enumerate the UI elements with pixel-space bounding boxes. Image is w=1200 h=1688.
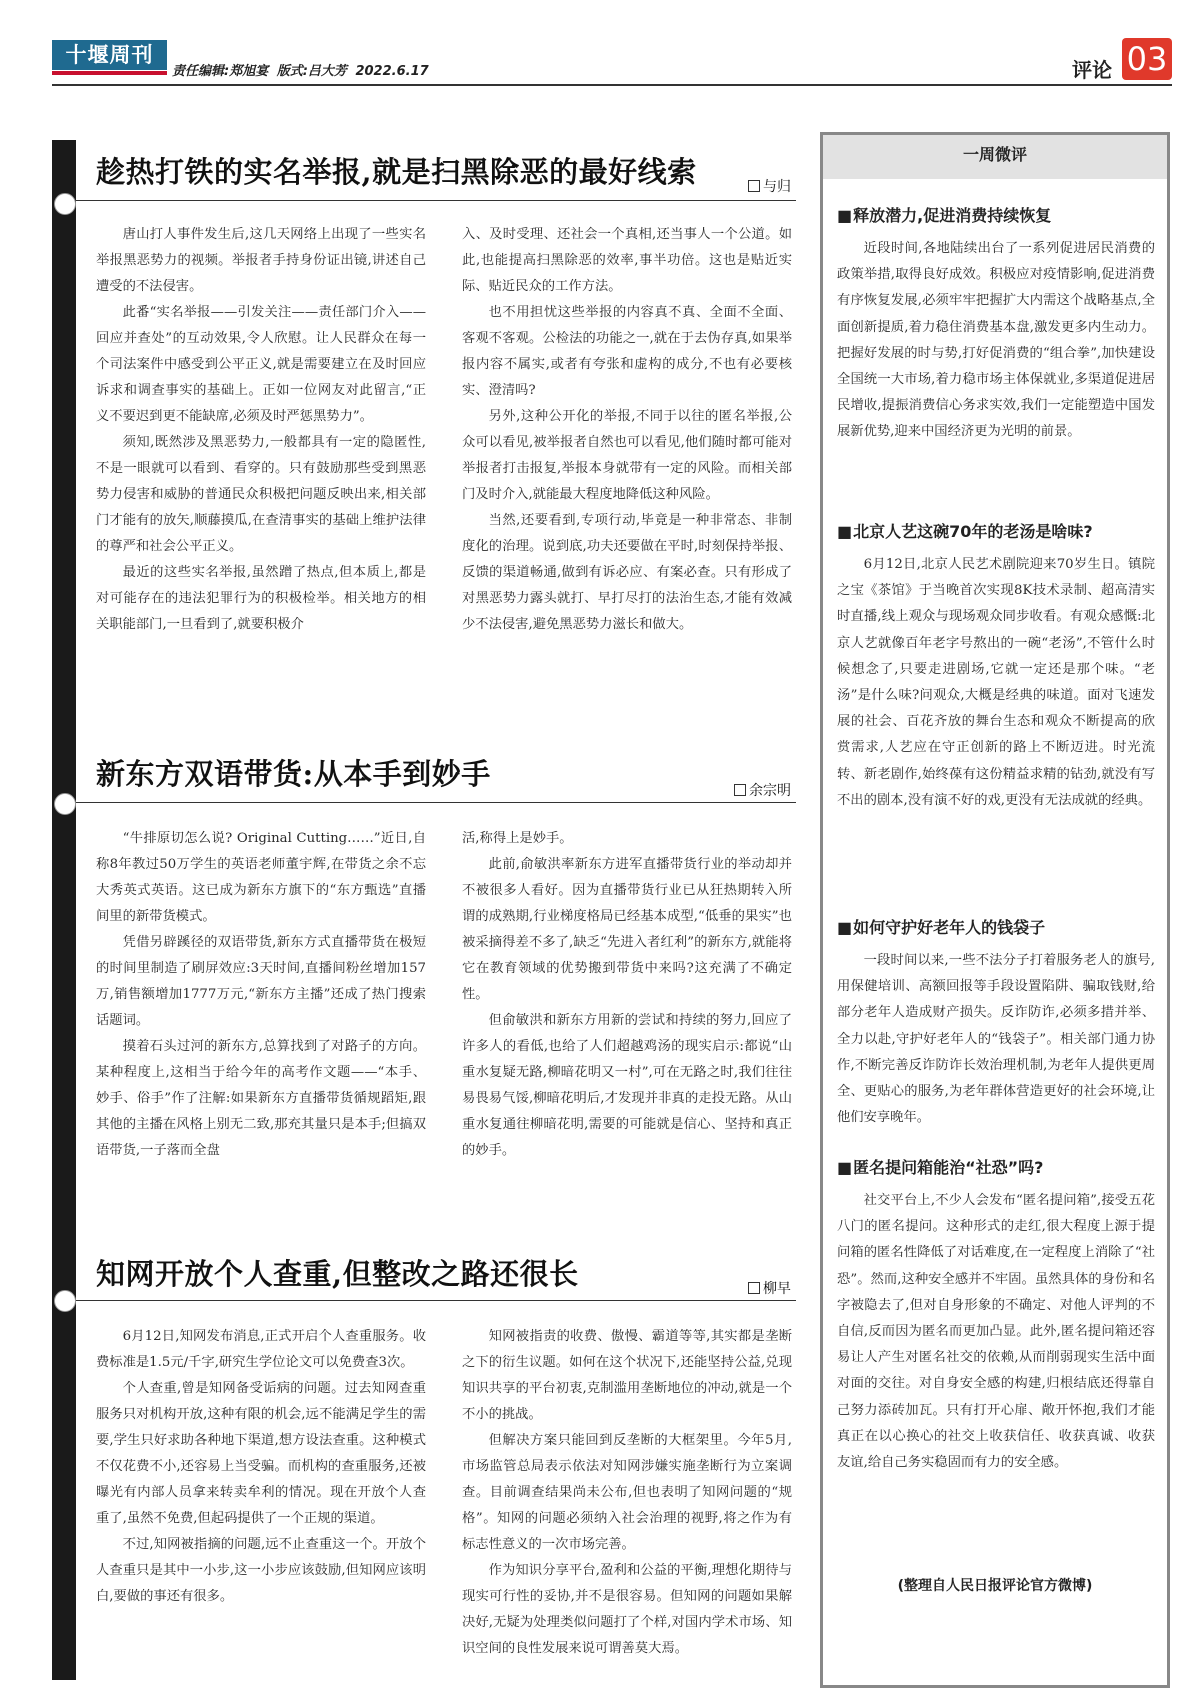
article-column: “牛排原切怎么说? Original Cutting……”近日,自称8年教过50万学生的英语老师董宇辉,在带货之余不忘大秀英式英语。这已成为新东方旗下的“东方甄选”直播间里的新带货模式。 凭借另辟蹊径的双语带货,新东方式直播带货在极短的时间里制造了刷屏效应:3天时间,直播间粉丝增加157万,销售额增加1777万元,“新东方主播”还成了热门搜索话题词。 摸着石头过河的新东方,总算找到了对路子的方向。某种程度上,这相当于给今年的高考作文题——“本手、妙手、俗手”作了注解:如果新东方直播带货循规蹈矩,跟其他的主播在风格上别无二致,那充其量只是本手;但搞双语带货,一子落而全盘 bbox=[96, 831, 426, 1158]
sidebar-section-title: ■ 释放潜力,促进消费持续恢复 bbox=[837, 203, 1155, 226]
bullet-dot bbox=[54, 1290, 76, 1312]
article-column: 知网被指责的收费、傲慢、霸道等等,其实都是垄断之下的衍生议题。如何在这个状况下,还能坚持公益,兑现知识共享的平台初衷,克制滥用垄断地位的冲动,就是一个不小的挑战。 但解决方案只能回到反垄断的大框架里。今年5月,市场监管总局表示依法对知网涉嫌实施垄断行为立案调查。目前调查结果尚未公布,但也表明了知网问题的“规格”。知网的问题必须纳入社会治理的视野,将之作为有标志性意义的一次市场完善。 作为知识分享平台,盈利和公益的平衡,理想化期待与现实可行性的妥协,并不是很容易。但知网的问题如果解决好,无疑为处理类似问题打了个样,对国内学术市场、知识空间的良性发展来说可谓善莫大焉。 bbox=[462, 1329, 792, 1656]
header-rule bbox=[52, 84, 1172, 86]
sidebar-section bbox=[837, 1155, 1155, 1476]
article-column: 入、及时受理、还社会一个真相,还当事人一个公道。如此,也能提高扫黑除恶的效率,事半功倍。这也是贴近实际、贴近民众的工作方法。 也不用担忧这些举报的内容真不真、全面不全面、客观不客观。公检法的功能之一,就在于去伪存真,如果举报内容不属实,或者有夸张和虚构的成分,不也有必要核实、澄清吗? 另外,这种公开化的举报,不同于以往的匿名举报,公众可以看见,被举报者自然也可以看见,他们随时都可能对举报者打击报复,举报本身就带有一定的风险。而相关部门及时介入,就能最大程度地降低这种风险。 当然,还要看到,专项行动,毕竟是一种非常态、非制度化的治理。说到底,功夫还要做在平时,时刻保持举报、反馈的渠道畅通,做到有诉必应、有案必查。只有形成了对黑恶势力露头就打、早打尽打的法治生态,才能有效减少不法侵害,避免黑恶势力滋长和做大。 bbox=[462, 227, 792, 632]
bullet-dot bbox=[54, 793, 76, 815]
sidebar-heading: 一周微评 bbox=[823, 135, 1167, 179]
sidebar-section bbox=[837, 915, 1155, 1131]
article-author: 与归 bbox=[748, 176, 791, 196]
editor-credit: 责任编辑:郑旭宴 bbox=[172, 64, 269, 79]
title-rule bbox=[76, 200, 796, 201]
article-column: 6月12日,知网发布消息,正式开启个人查重服务。收费标准是1.5元/千字,研究生学位论文可以免费查3次。 个人查重,曾是知网备受诟病的问题。过去知网查重服务只对机构开放,这种有限的机会,远不能满足学生的需要,学生只好求助各种地下渠道,想方设法查重。这种模式不仅花费不小,还容易上当受骗。而机构的查重服务,还被曝光有内部人员拿来转卖牟利的情况。现在开放个人查重了,虽然不免费,但起码提供了一个正规的渠道。 不过,知网被指摘的问题,远不止查重这一个。开放个人查重只是其中一小步,这一小步应该鼓励,但知网应该明白,要做的事还有很多。 bbox=[96, 1329, 426, 1604]
article-author: 余宗明 bbox=[734, 780, 791, 800]
masthead-logo bbox=[52, 40, 167, 76]
sidebar-section-text: 近段时间,各地陆续出台了一系列促进居民消费的政策举措,取得良好成效。积极应对疫情影响,促进消费有序恢复发展,必须牢牢把握扩大内需这个战略基点,全面创新提质,着力稳住消费基本盘,激发更多内生动力。把握好发展的时与势,打好促消费的“组合拳”,加快建设全国统一大市场,着力稳市场主体保就业,多渠道促进居民增收,提振消费信心务求实效,我们一定能塑造中国发展新优势,迎来中国经济更为光明的前景。 bbox=[837, 241, 1155, 440]
article-title: 新东方双语带货:从本手到妙手 bbox=[96, 757, 491, 791]
sidebar-section-title: ■ 如何守护好老年人的钱袋子 bbox=[837, 915, 1155, 938]
article-column: 唐山打人事件发生后,这几天网络上出现了一些实名举报黑恶势力的视频。举报者手持身份证出镜,讲述自己遭受的不法侵害。 此番“实名举报——引发关注——责任部门介入——回应并查处”的互动效果,令人欣慰。让人民群众在每一个司法案件中感受到公平正义,就是需要建立在及时回应诉求和调查事实的基础上。正如一位网友对此留言,“正义不要迟到更不能缺席,必须及时严惩黑势力”。 须知,既然涉及黑恶势力,一般都具有一定的隐匿性,不是一眼就可以看到、看穿的。只有鼓励那些受到黑恶势力侵害和威胁的普通民众积极把问题反映出来,相关部门才能有的放矢,顺藤摸瓜,在查清事实的基础上维护法律的尊严和社会公平正义。 最近的这些实名举报,虽然蹭了热点,但本质上,都是对可能存在的违法犯罪行为的积极检举。相关地方的相关职能部门,一旦看到了,就要积极介 bbox=[96, 227, 426, 632]
left-vertical-bar bbox=[52, 140, 76, 1680]
sidebar-section-text: 一段时间以来,一些不法分子打着服务老人的旗号,用保健培训、高额回报等手段设置陷阱、骗取钱财,给部分老年人造成财产损失。反诈防诈,必须多措并举、全力以赴,守护好老年人的“钱袋子”。相关部门通力协作,不断完善反诈防诈长效治理机制,为老年人提供更周全、更贴心的服务,为老年群体营造更好的社会环境,让他们安享晚年。 bbox=[837, 953, 1155, 1126]
sidebar-section-title: ■ 匿名提问箱能治“社恐”吗? bbox=[837, 1155, 1155, 1178]
sidebar-section-text: 6月12日,北京人民艺术剧院迎来70岁生日。镇院之宝《茶馆》于当晚首次实现8K技术录制、超高清实时直播,线上观众与现场观众同步收看。有观众感慨:北京人艺就像百年老字号熬出的一碗“老汤”,不管什么时候想念了,只要走进剧场,它就一定还是那个味。“老汤”是什么味?问观众,大概是经典的味道。面对飞速发展的社会、百花齐放的舞台生态和观众不断提高的欣赏需求,人艺应在守正创新的路上不断迈进。时光流转、新老剧作,始终葆有这份精益求精的钻劲,就没有写不出的剧本,没有演不好的戏,更没有无法成就的经典。 bbox=[837, 557, 1155, 808]
page-meta bbox=[172, 60, 433, 79]
bullet-dot bbox=[54, 193, 76, 215]
logo-text: 十堰周刊 bbox=[65, 42, 154, 67]
sidebar-section-title: ■ 北京人艺这碗70年的老汤是啥味? bbox=[837, 519, 1155, 542]
sidebar-section-text: 社交平台上,不少人会发布“匿名提问箱”,接受五花八门的匿名提问。这种形式的走红,很大程度上源于提问箱的匿名性降低了对话难度,在一定程度上消除了“社恐”。然而,这种安全感并不牢固。虽然具体的身份和名字被隐去了,但对自身形象的不确定、对他人评判的不自信,反而因为匿名而更加凸显。此外,匿名提问箱还容易让人产生对匿名社交的依赖,从而削弱现实生活中面对面的交往。对自身安全感的构建,归根结底还得靠自己努力添砖加瓦。只有打开心扉、敞开怀抱,我们才能真正在以心换心的社交上收获信任、收获真诚、收获友谊,给自己务实稳固而有力的安全感。 bbox=[837, 1193, 1155, 1471]
article-column: 活,称得上是妙手。 此前,俞敏洪率新东方进军直播带货行业的举动却并不被很多人看好。因为直播带货行业已从狂热期转入所谓的成熟期,行业梯度格局已经基本成型,“低垂的果实”也被采摘得差不多了,缺乏“先进入者红利”的新东方,就能将它在教育领域的优势搬到带货中来吗?这充满了不确定性。 但俞敏洪和新东方用新的尝试和持续的努力,回应了许多人的看低,也给了人们超越鸡汤的现实启示:都说“山重水复疑无路,柳暗花明又一村”,可在无路之时,我们往往易畏易气馁,柳暗花明后,才发现并非真的走投无路。从山重水复通往柳暗花明,需要的可能就是信心、坚持和真正的妙手。 bbox=[462, 831, 792, 1158]
section-name: 评论 bbox=[1072, 58, 1112, 82]
issue-date: 2022.6.17 bbox=[355, 64, 429, 79]
page-number: 03 bbox=[1122, 38, 1172, 80]
sidebar-credit: (整理自人民日报评论官方微博) bbox=[897, 1578, 1093, 1594]
article-title: 知网开放个人查重,但整改之路还很长 bbox=[96, 1257, 579, 1291]
weekly-comment-sidebar bbox=[820, 132, 1170, 1688]
title-rule bbox=[76, 1300, 796, 1301]
sidebar-section bbox=[837, 519, 1155, 814]
article-author: 柳早 bbox=[748, 1278, 791, 1298]
title-rule bbox=[76, 802, 796, 803]
layout-credit: 版式:吕大芳 bbox=[276, 64, 347, 79]
article-title: 趁热打铁的实名举报,就是扫黑除恶的最好线索 bbox=[96, 155, 697, 189]
sidebar-section bbox=[837, 203, 1155, 446]
